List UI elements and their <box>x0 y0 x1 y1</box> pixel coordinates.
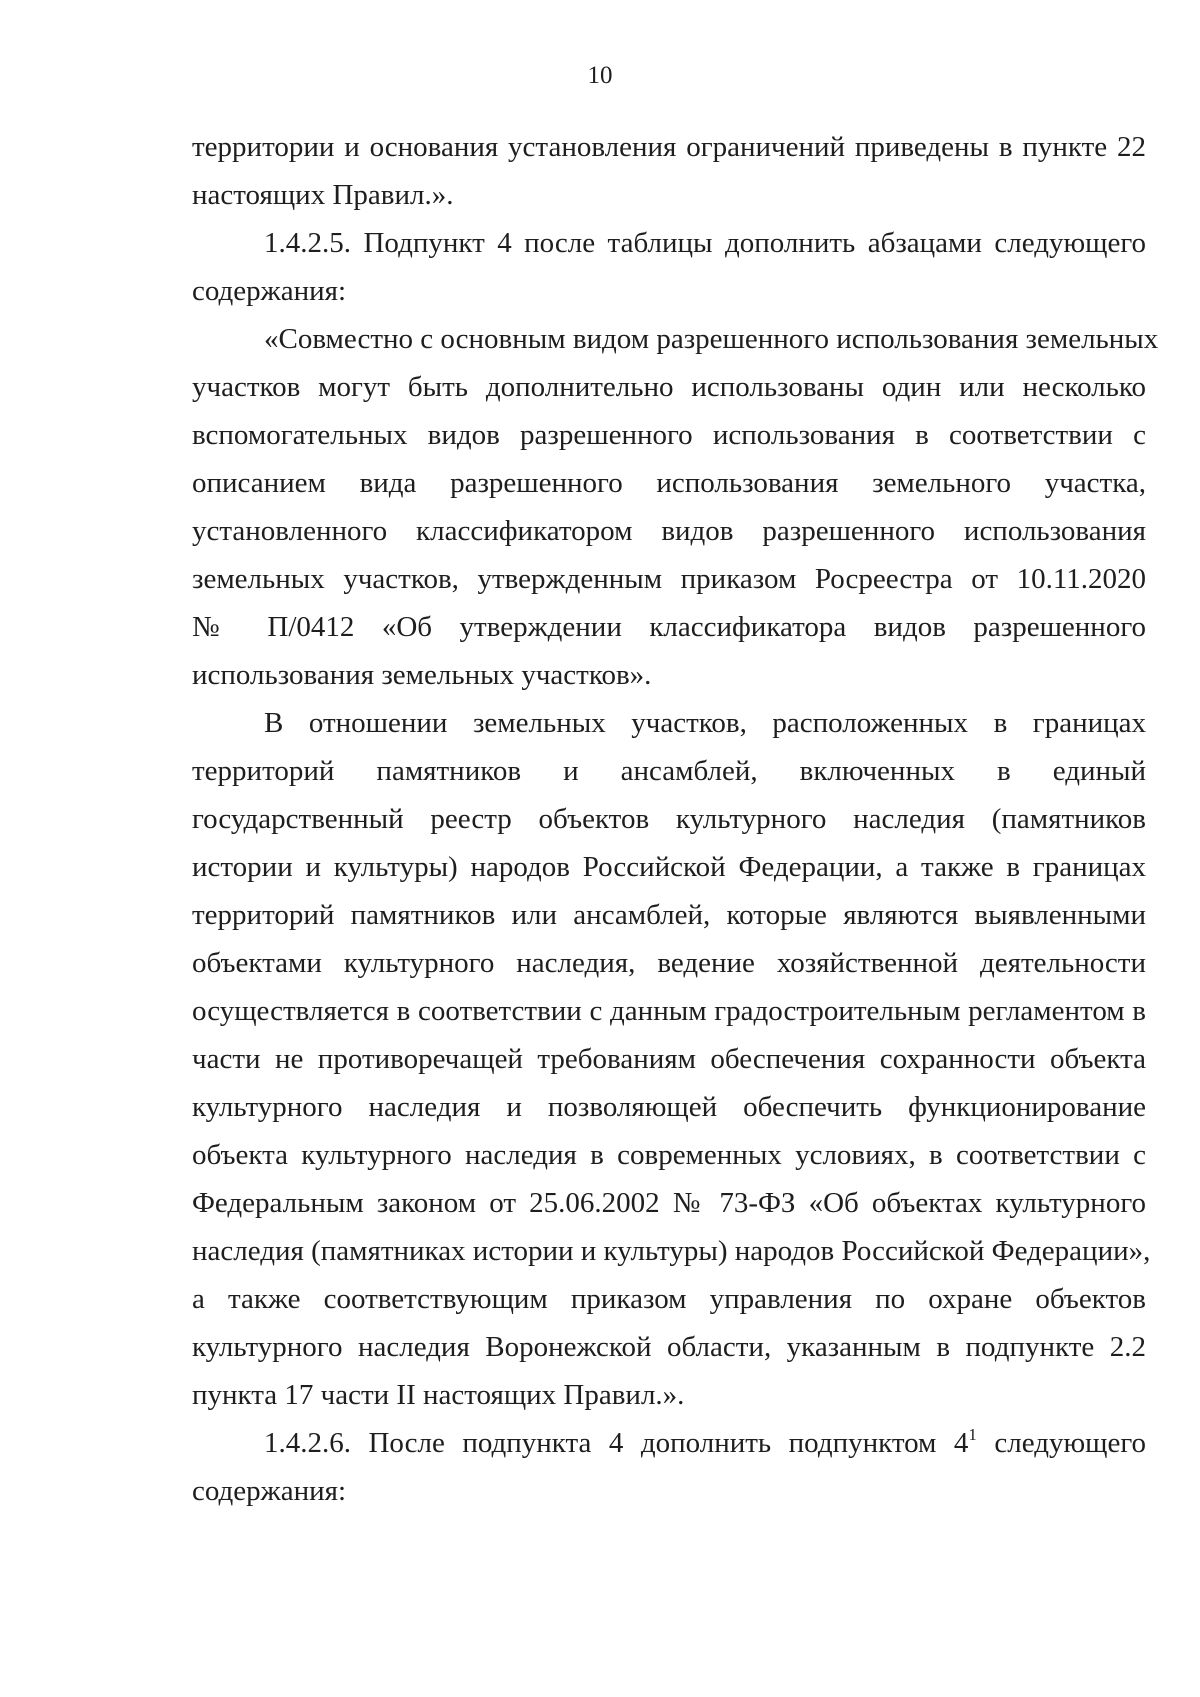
text-line: а также соответствующим приказом управления по охране объектов <box>192 1283 1146 1315</box>
text-line: наследия (памятниках истории и культуры) народов Российской Федерации», <box>192 1235 1151 1267</box>
text-line: содержания: <box>192 275 347 307</box>
text-line: объектами культурного наследия, ведение хозяйственной деятельности <box>192 947 1146 979</box>
superscript-number: 1 <box>968 1425 977 1444</box>
subpoint-text-before: 1.4.2.6. После подпункта 4 дополнить подпунктом 4 <box>264 1427 969 1459</box>
text-line: «Совместно с основным видом разрешенного использования земельных <box>264 323 1159 355</box>
text-line: объекта культурного наследия в современных условиях, в соответствии с <box>192 1139 1146 1171</box>
subpoint-text-after: следующего <box>976 1427 1146 1459</box>
text-line: настоящих Правил.». <box>192 179 454 211</box>
text-line: территорий памятников и ансамблей, включенных в единый <box>192 755 1146 787</box>
text-line-subpoint-end: содержания: <box>192 1475 347 1507</box>
text-line: земельных участков, утвержденным приказом Росреестра от 10.11.2020 <box>192 563 1146 595</box>
text-lines <box>192 123 1159 1419</box>
text-line-subpoint-header <box>192 1419 1146 1467</box>
text-line: части не противоречащей требованиям обеспечения сохранности объекта <box>192 1043 1146 1075</box>
text-line: № П/0412 «Об утверждении классификатора видов разрешенного <box>192 611 1146 643</box>
text-line: истории и культуры) народов Российской Федерации, а также в границах <box>192 851 1146 883</box>
text-line: описанием вида разрешенного использования земельного участка, <box>192 467 1146 499</box>
text-line: государственный реестр объектов культурного наследия (памятников <box>192 803 1146 835</box>
text-line: культурного наследия Воронежской области, указанным в подпункте 2.2 <box>192 1331 1146 1363</box>
page-number: 10 <box>587 62 613 89</box>
text-line: Федеральным законом от 25.06.2002 № 73-ФЗ «Об объектах культурного <box>192 1187 1146 1219</box>
document-body <box>192 123 1159 1515</box>
text-line: вспомогательных видов разрешенного использования в соответствии с <box>192 419 1146 451</box>
text-line: территории и основания установления ограничений приведены в пункте 22 <box>192 131 1146 163</box>
text-line: культурного наследия и позволяющей обеспечить функционирование <box>192 1091 1146 1123</box>
text-line: пункта 17 части II настоящих Правил.». <box>192 1379 685 1411</box>
text-line: В отношении земельных участков, расположенных в границах <box>264 707 1146 739</box>
text-line: участков могут быть дополнительно использованы один или несколько <box>192 371 1146 403</box>
text-line: территорий памятников или ансамблей, которые являются выявленными <box>192 899 1146 931</box>
text-line: осуществляется в соответствии с данным градостроительным регламентом в <box>192 995 1146 1027</box>
text-line: установленного классификатором видов разрешенного использования <box>192 515 1146 547</box>
text-line: использования земельных участков». <box>192 659 652 691</box>
text-line: 1.4.2.5. Подпункт 4 после таблицы дополнить абзацами следующего <box>264 227 1146 259</box>
